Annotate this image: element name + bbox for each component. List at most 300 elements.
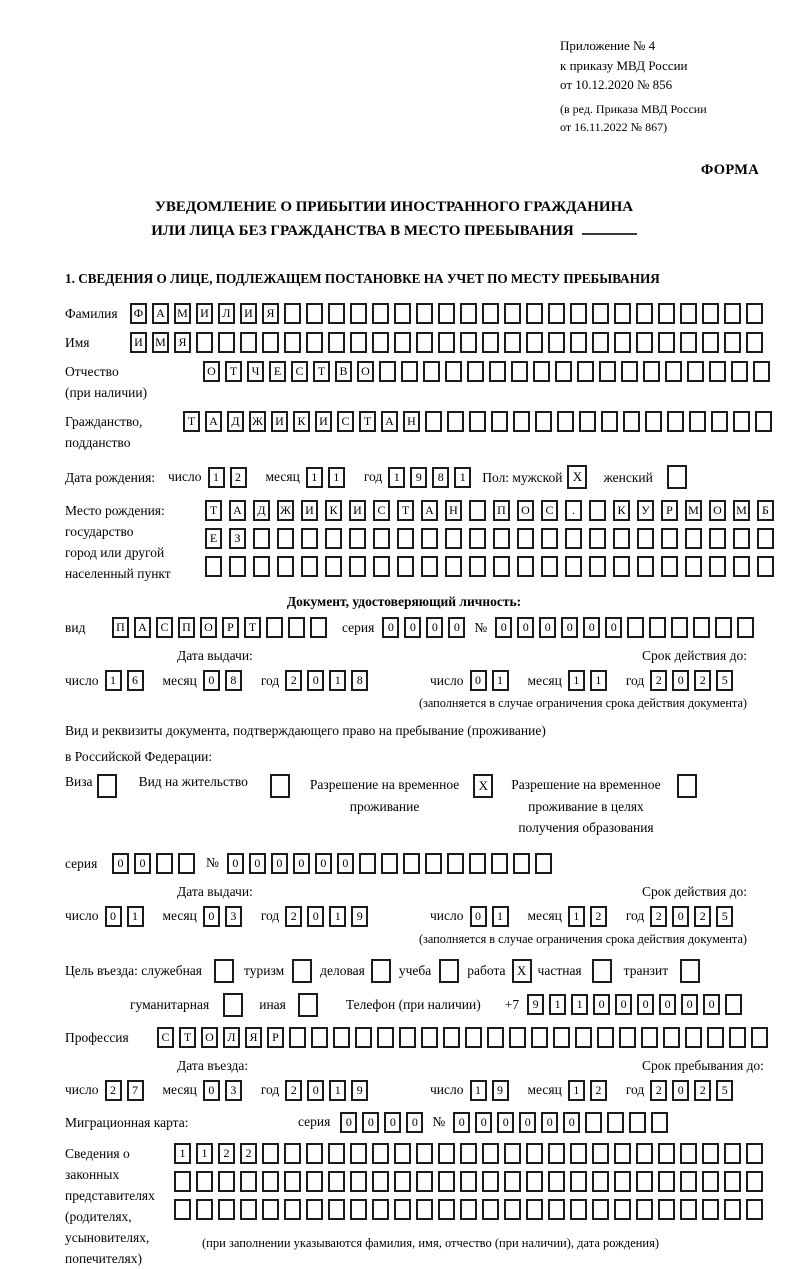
char-cell <box>709 556 726 577</box>
char-cell <box>565 528 582 549</box>
char-cell: И <box>349 500 366 521</box>
char-cell <box>399 1027 416 1048</box>
visa-checkbox <box>97 774 117 798</box>
phone-prefix: +7 <box>504 996 520 1012</box>
char-cell <box>570 1171 587 1192</box>
sex-female-label: женский <box>603 469 653 485</box>
char-cell: 1 <box>196 1143 213 1164</box>
representatives-row2 <box>174 1171 768 1192</box>
birth-date-label: Дата рождения: <box>65 469 156 485</box>
char-cell: 0 <box>404 617 421 638</box>
char-cell: Ж <box>277 500 294 521</box>
char-cell <box>599 361 616 382</box>
char-cell: И <box>130 332 147 353</box>
char-cell <box>667 411 684 432</box>
char-cell <box>196 332 213 353</box>
purpose-study-checkbox <box>439 959 459 983</box>
char-cell <box>240 332 257 353</box>
char-cell: 1 <box>208 467 225 488</box>
char-cell <box>548 1143 565 1164</box>
char-cell <box>541 528 558 549</box>
char-cell: 1 <box>105 670 122 691</box>
char-cell <box>548 332 565 353</box>
char-cell <box>592 1199 609 1220</box>
char-cell: 1 <box>329 906 346 927</box>
char-cell <box>724 1143 741 1164</box>
name-cells <box>130 332 768 353</box>
char-cell <box>570 303 587 324</box>
char-cell <box>310 617 327 638</box>
field-migration-card <box>65 1112 783 1133</box>
char-cell: 1 <box>174 1143 191 1164</box>
char-cell: 1 <box>388 467 405 488</box>
char-cell <box>589 556 606 577</box>
char-cell <box>680 1143 697 1164</box>
char-cell: 0 <box>134 853 151 874</box>
sex-female-checkbox <box>667 465 687 489</box>
char-cell <box>651 1112 668 1133</box>
char-cell: Ж <box>249 411 266 432</box>
char-cell <box>438 1171 455 1192</box>
char-cell: 0 <box>307 670 324 691</box>
char-cell: 7 <box>127 1080 144 1101</box>
char-cell <box>685 528 702 549</box>
char-cell: А <box>421 500 438 521</box>
entry-day <box>105 1080 149 1101</box>
char-cell <box>493 556 510 577</box>
char-cell <box>416 303 433 324</box>
char-cell: А <box>134 617 151 638</box>
purpose-humanitarian-checkbox <box>223 993 243 1017</box>
char-cell: В <box>335 361 352 382</box>
char-cell: 1 <box>568 906 585 927</box>
char-cell <box>526 332 543 353</box>
char-cell <box>645 411 662 432</box>
char-cell: 1 <box>568 1080 585 1101</box>
char-cell: Б <box>757 500 774 521</box>
char-cell: У <box>637 500 654 521</box>
char-cell: 1 <box>306 467 323 488</box>
char-cell <box>447 853 464 874</box>
char-cell <box>469 556 486 577</box>
char-cell: 9 <box>410 467 427 488</box>
char-cell: И <box>271 411 288 432</box>
char-cell: 0 <box>539 617 556 638</box>
char-cell: 0 <box>307 906 324 927</box>
char-cell <box>284 1199 301 1220</box>
permit-issue-day <box>105 906 149 927</box>
char-cell <box>262 1199 279 1220</box>
char-cell <box>196 1199 213 1220</box>
char-cell: 2 <box>590 1080 607 1101</box>
ref-line: к приказу МВД России <box>560 57 688 73</box>
char-cell <box>174 1199 191 1220</box>
migcard-number-cells <box>453 1112 673 1133</box>
char-cell: С <box>156 617 173 638</box>
field-patronymic <box>65 361 783 403</box>
birthplace-cells-block <box>205 500 781 577</box>
char-cell <box>517 556 534 577</box>
char-cell <box>306 1143 323 1164</box>
stay-until-date: число 1 9 месяц 1 2 год 2 0 2 5 <box>430 1080 738 1101</box>
char-cell <box>517 528 534 549</box>
char-cell: 5 <box>716 1080 733 1101</box>
char-cell <box>702 1143 719 1164</box>
residence-permit-checkbox <box>270 774 290 798</box>
char-cell: 1 <box>454 467 471 488</box>
char-cell: И <box>240 303 257 324</box>
char-cell <box>421 556 438 577</box>
char-cell: А <box>205 411 222 432</box>
char-cell: 0 <box>563 1112 580 1133</box>
char-cell <box>372 1143 389 1164</box>
char-cell <box>658 1199 675 1220</box>
ref-line-small: от 16.11.2022 № 867) <box>560 119 668 134</box>
char-cell <box>359 853 376 874</box>
char-cell <box>306 1199 323 1220</box>
char-cell <box>373 528 390 549</box>
char-cell <box>394 332 411 353</box>
char-cell <box>350 303 367 324</box>
char-cell: 9 <box>492 1080 509 1101</box>
series-label: серия <box>65 855 98 871</box>
char-cell <box>284 332 301 353</box>
char-cell: 5 <box>716 670 733 691</box>
char-cell <box>465 1027 482 1048</box>
char-cell: 1 <box>470 1080 487 1101</box>
char-cell: 0 <box>203 906 220 927</box>
char-cell <box>262 1143 279 1164</box>
char-cell: 3 <box>225 1080 242 1101</box>
char-cell <box>746 1199 763 1220</box>
char-cell <box>355 1027 372 1048</box>
char-cell: К <box>613 500 630 521</box>
purpose-business-checkbox <box>214 959 234 983</box>
char-cell: Е <box>205 528 222 549</box>
char-cell <box>416 1171 433 1192</box>
char-cell <box>288 617 305 638</box>
permit-issue-month <box>203 906 247 927</box>
title-blank-line <box>582 220 637 235</box>
char-cell: Т <box>313 361 330 382</box>
char-cell: 0 <box>672 670 689 691</box>
birthplace-row1 <box>205 500 781 521</box>
char-cell: И <box>315 411 332 432</box>
char-cell <box>328 1171 345 1192</box>
field-surname <box>65 303 783 324</box>
char-cell: Д <box>227 411 244 432</box>
char-cell <box>711 411 728 432</box>
char-cell <box>504 1171 521 1192</box>
char-cell: С <box>157 1027 174 1048</box>
purpose-transit-label: транзит <box>623 962 669 978</box>
char-cell <box>592 332 609 353</box>
char-cell <box>311 1027 328 1048</box>
char-cell <box>333 1027 350 1048</box>
char-cell: 2 <box>590 906 607 927</box>
stay-until-header: Срок пребывания до: <box>642 1057 764 1073</box>
char-cell: 0 <box>541 1112 558 1133</box>
char-cell: Я <box>245 1027 262 1048</box>
char-cell <box>325 556 342 577</box>
char-cell <box>350 1143 367 1164</box>
char-cell <box>614 1171 631 1192</box>
purpose-other-label: иная <box>259 996 286 1012</box>
char-cell: 0 <box>495 617 512 638</box>
char-cell: 0 <box>307 1080 324 1101</box>
char-cell: 2 <box>694 670 711 691</box>
char-cell <box>589 528 606 549</box>
ref-line: от 10.12.2020 № 856 <box>560 77 673 92</box>
char-cell: 0 <box>672 1080 689 1101</box>
doc-valid-day <box>470 670 514 691</box>
char-cell <box>737 617 754 638</box>
char-cell <box>621 361 638 382</box>
char-cell <box>577 361 594 382</box>
char-cell <box>469 853 486 874</box>
char-cell: М <box>174 303 191 324</box>
char-cell <box>685 556 702 577</box>
char-cell <box>597 1027 614 1048</box>
purpose-study-label: учеба <box>398 962 432 978</box>
number-sign: № <box>206 855 219 871</box>
char-cell <box>240 1171 257 1192</box>
char-cell <box>284 303 301 324</box>
char-cell <box>504 1143 521 1164</box>
char-cell <box>350 1171 367 1192</box>
char-cell: 0 <box>637 994 654 1015</box>
char-cell <box>658 332 675 353</box>
char-cell <box>174 1171 191 1192</box>
char-cell: 2 <box>218 1143 235 1164</box>
char-cell <box>416 332 433 353</box>
char-cell: 8 <box>225 670 242 691</box>
validity-note: (заполняется в случае ограничения срока действия документа) <box>418 931 747 946</box>
char-cell <box>394 1171 411 1192</box>
forma-label: ФОРМА <box>700 161 759 178</box>
char-cell <box>746 1171 763 1192</box>
char-cell <box>394 303 411 324</box>
char-cell <box>555 361 572 382</box>
phone-cells <box>527 994 747 1015</box>
char-cell <box>613 528 630 549</box>
char-cell: 0 <box>519 1112 536 1133</box>
char-cell: 0 <box>672 906 689 927</box>
char-cell: И <box>196 303 213 324</box>
char-cell <box>570 1199 587 1220</box>
char-cell <box>401 361 418 382</box>
sex-male-label: Пол: мужской <box>482 469 563 485</box>
char-cell: Т <box>225 361 242 382</box>
doc-issue-month <box>203 670 247 691</box>
char-cell: 2 <box>105 1080 122 1101</box>
rvp-edu-label: Разрешение на временное проживание в целях получения образования <box>511 777 661 836</box>
entry-month <box>203 1080 247 1101</box>
char-cell: К <box>325 500 342 521</box>
day-label: число <box>168 469 202 484</box>
char-cell <box>349 528 366 549</box>
char-cell <box>253 556 270 577</box>
char-cell <box>373 556 390 577</box>
char-cell <box>377 1027 394 1048</box>
char-cell <box>372 1199 389 1220</box>
purpose-tourism-label: туризм <box>244 962 285 978</box>
char-cell <box>643 361 660 382</box>
char-cell <box>589 500 606 521</box>
char-cell <box>535 853 552 874</box>
phone-label: Телефон (при наличии) <box>345 996 481 1012</box>
representatives-caption: (при заполнении указываются фамилия, имя, отчество (при наличии), дата рождения) <box>202 1235 660 1250</box>
char-cell: 0 <box>382 617 399 638</box>
char-cell: 9 <box>527 994 544 1015</box>
char-cell <box>205 556 222 577</box>
char-cell <box>491 853 508 874</box>
char-cell <box>619 1027 636 1048</box>
char-cell: 0 <box>470 670 487 691</box>
form-title-line2: ИЛИ ЛИЦА БЕЗ ГРАЖДАНСТВА В МЕСТО ПРЕБЫВАНИЯ <box>65 219 723 244</box>
char-cell <box>372 303 389 324</box>
char-cell: 0 <box>340 1112 357 1133</box>
char-cell <box>460 1171 477 1192</box>
visit-purpose-row2 <box>65 993 783 1017</box>
char-cell <box>665 361 682 382</box>
char-cell <box>751 1027 768 1048</box>
char-cell <box>438 303 455 324</box>
char-cell <box>328 303 345 324</box>
char-cell <box>557 411 574 432</box>
profession-cells <box>157 1027 773 1048</box>
char-cell: К <box>293 411 310 432</box>
char-cell <box>680 1199 697 1220</box>
char-cell <box>513 411 530 432</box>
residence-doc-line2: в Российской Федерации: <box>65 749 213 764</box>
char-cell <box>607 1112 624 1133</box>
char-cell <box>253 528 270 549</box>
char-cell <box>482 1143 499 1164</box>
char-cell <box>526 1143 543 1164</box>
purpose-commercial-checkbox <box>371 959 391 983</box>
char-cell <box>397 556 414 577</box>
year-label: год <box>363 469 383 484</box>
char-cell: П <box>493 500 510 521</box>
purpose-transit-checkbox <box>680 959 700 983</box>
char-cell <box>469 500 486 521</box>
field-profession <box>65 1027 783 1048</box>
char-cell <box>394 1199 411 1220</box>
char-cell: 0 <box>453 1112 470 1133</box>
representatives-label: Сведения о законных представителях (родителях, усыновителях, попечителях) <box>65 1145 155 1266</box>
char-cell <box>601 411 618 432</box>
char-cell: 2 <box>694 1080 711 1101</box>
char-cell: П <box>112 617 129 638</box>
char-cell <box>570 1143 587 1164</box>
char-cell: Р <box>661 500 678 521</box>
char-cell <box>482 303 499 324</box>
char-cell <box>526 303 543 324</box>
char-cell: 3 <box>225 906 242 927</box>
char-cell <box>487 1027 504 1048</box>
migration-card-label: Миграционная карта: <box>65 1114 189 1130</box>
char-cell <box>394 1143 411 1164</box>
stay-month <box>568 1080 612 1101</box>
char-cell <box>658 1171 675 1192</box>
section1-heading: 1. СВЕДЕНИЯ О ЛИЦЕ, ПОДЛЕЖАЩЕМ ПОСТАНОВКЕ НА УЧЕТ ПО МЕСТУ ПРЕБЫВАНИЯ <box>65 271 660 286</box>
char-cell: М <box>152 332 169 353</box>
name-label: Имя <box>65 335 90 350</box>
char-cell: 1 <box>492 670 509 691</box>
char-cell <box>513 853 530 874</box>
residence-permit-label: Вид на жительство <box>138 774 248 789</box>
char-cell <box>469 528 486 549</box>
char-cell: 0 <box>203 670 220 691</box>
char-cell <box>724 1171 741 1192</box>
char-cell: 8 <box>351 670 368 691</box>
doc-series-cells <box>382 617 470 638</box>
char-cell: 1 <box>127 906 144 927</box>
char-cell: 2 <box>650 1080 667 1101</box>
issue-date-header: Дата выдачи: <box>177 648 253 663</box>
char-cell: 5 <box>716 906 733 927</box>
char-cell <box>421 528 438 549</box>
sex-male-checkbox: X <box>567 465 587 489</box>
form-title-line1: УВЕДОМЛЕНИЕ О ПРИБЫТИИ ИНОСТРАННОГО ГРАЖДАНИНА <box>154 198 634 215</box>
char-cell <box>196 1171 213 1192</box>
field-citizenship <box>65 411 783 453</box>
patronymic-cells <box>203 361 775 382</box>
char-cell: А <box>381 411 398 432</box>
char-cell: 2 <box>694 906 711 927</box>
visit-purpose-row <box>65 959 783 983</box>
birthplace-row3 <box>205 556 781 577</box>
char-cell <box>553 1027 570 1048</box>
char-cell: 1 <box>329 1080 346 1101</box>
char-cell <box>687 361 704 382</box>
char-cell: 2 <box>650 906 667 927</box>
char-cell: 0 <box>105 906 122 927</box>
char-cell <box>636 303 653 324</box>
char-cell: 0 <box>203 1080 220 1101</box>
char-cell <box>445 528 462 549</box>
char-cell <box>680 303 697 324</box>
char-cell <box>709 528 726 549</box>
char-cell <box>526 1199 543 1220</box>
residence-doc-line1: Вид и реквизиты документа, подтверждающего право на пребывание (проживание) <box>65 723 546 738</box>
char-cell <box>306 332 323 353</box>
char-cell <box>658 1143 675 1164</box>
char-cell: И <box>301 500 318 521</box>
char-cell: 0 <box>337 853 354 874</box>
citizenship-label: Гражданство, подданство <box>65 414 143 450</box>
char-cell <box>641 1027 658 1048</box>
doc-vid-cells <box>112 617 332 638</box>
char-cell <box>541 556 558 577</box>
char-cell <box>262 332 279 353</box>
char-cell <box>372 1171 389 1192</box>
purpose-label: Цель въезда: служебная <box>65 962 202 978</box>
char-cell: 9 <box>351 1080 368 1101</box>
char-cell: З <box>229 528 246 549</box>
permit-valid-day <box>470 906 514 927</box>
char-cell <box>731 361 748 382</box>
char-cell: 1 <box>549 994 566 1015</box>
char-cell <box>277 556 294 577</box>
char-cell <box>636 1171 653 1192</box>
char-cell <box>509 1027 526 1048</box>
char-cell <box>671 617 688 638</box>
char-cell: 0 <box>659 994 676 1015</box>
rvp-checkbox: X <box>473 774 493 798</box>
char-cell <box>531 1027 548 1048</box>
